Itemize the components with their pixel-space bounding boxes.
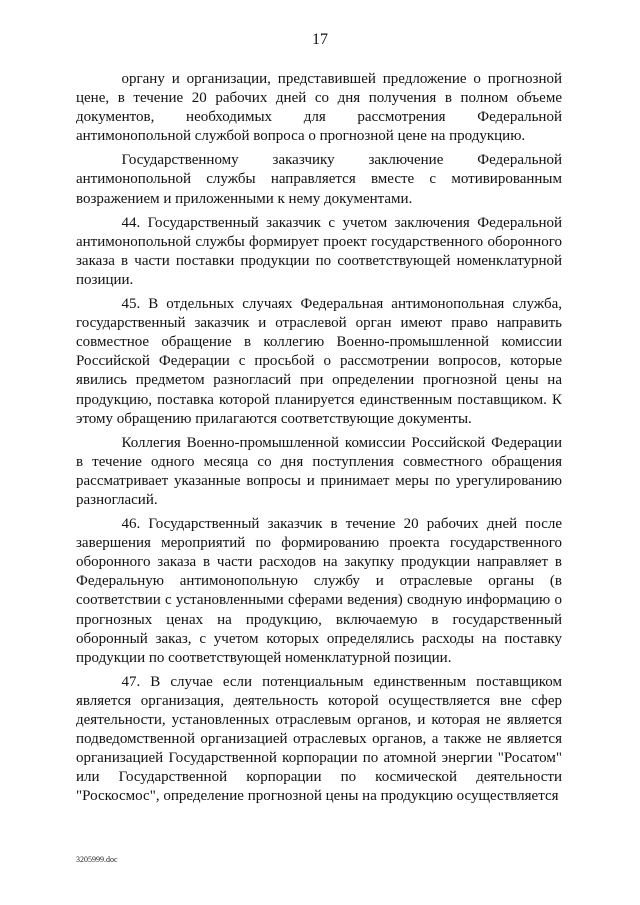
paragraph-45: 45. В отдельных случаях Федеральная антимонопольная служба, государственный заказчик и отраслевой орган имеют право направить совместное обращение в коллегию Военно-промышленной комиссии Российской Федерации с просьбой о рассмотрении вопросов, которые явились предметом разногласий при определении прогнозной цены на продукцию, поставка которой планируется единственным поставщиком. К этому обращению прилагаются соответствующие документы.	[76, 296, 562, 427]
page-number: 17	[312, 31, 328, 48]
paragraph-conclusion-sent: Государственному заказчику заключение Федеральной антимонопольной службы направляется вместе с мотивированным возражением и приложенными к нему документами.	[76, 152, 562, 207]
document-body	[76, 70, 562, 806]
paragraph-44: 44. Государственный заказчик с учетом заключения Федеральной антимонопольной службы формирует проект государственного оборонного заказа в части поставки продукции по соответствующей номенклатурной позиции.	[76, 214, 562, 288]
footer-file-name: 3205999.doc	[76, 855, 118, 864]
paragraph-collegium: Коллегия Военно-промышленной комиссии Российской Федерации в течение одного месяца со дня поступления совместного обращения рассматривает указанные вопросы и принимает меры по урегулированию разногласий.	[76, 434, 562, 508]
paragraph-continuation: органу и организации, представившей предложение о прогнозной цене, в течение 20 рабочих дней со дня получения в полном объеме документов, необходимых для рассмотрения Федеральной антимонопольной службой вопроса о прогнозной цене на продукцию.	[76, 71, 562, 145]
paragraph-47: 47. В случае если потенциальным единственным поставщиком является организация, деятельность которой осуществляется вне сфер деятельности, установленных отраслевым органов, и которая не является подведомственной организацией отраслевых органов, а также не является организацией Государственной корпорации по атомной энергии "Росатом" или Государственной корпорации по космической деятельности "Роскосмос", определение прогнозной цены на продукцию осуществляется	[76, 673, 562, 805]
paragraph-46: 46. Государственный заказчик в течение 20 рабочих дней после завершения мероприятий по формированию проекта государственного оборонного заказа в части расходов на закупку продукции направляет в Федеральную антимонопольную службу и отраслевые органы (в соответствии с установленными сферами ведения) сводную информацию о прогнозных ценах на продукцию, включаемую в государственный оборонный заказ, с учетом которых определялись расходы на поставку продукции по соответствующей номенклатурной позиции.	[76, 516, 562, 666]
